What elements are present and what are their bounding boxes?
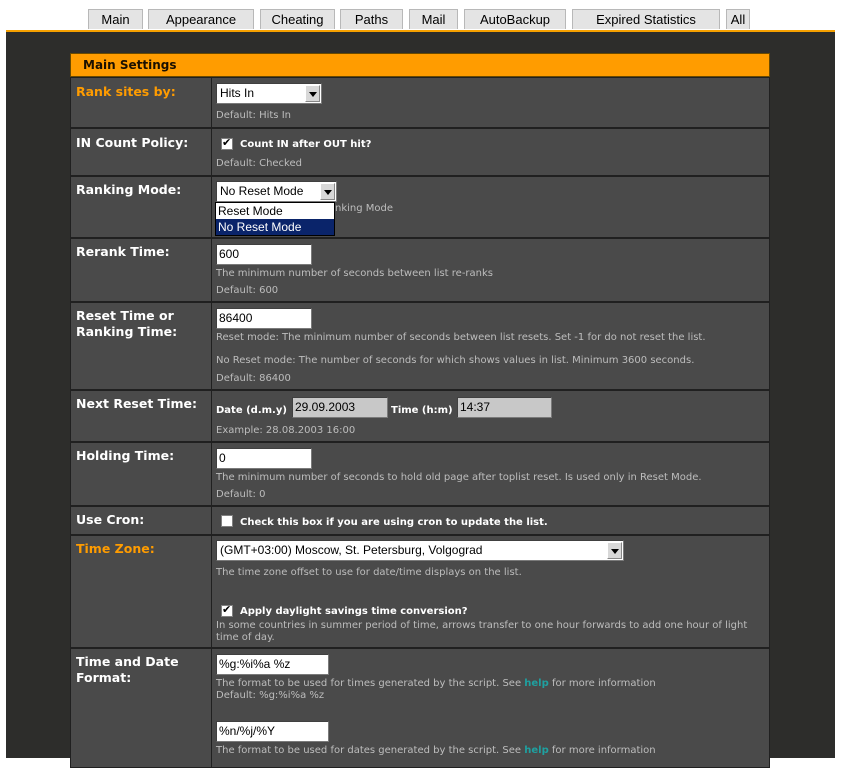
tab-main[interactable]: Main: [88, 9, 143, 29]
next-reset-example: Example: 28.08.2003 16:00: [216, 425, 356, 436]
date-format-hint-text: The format to be used for dates generated by the script. See: [216, 745, 525, 756]
reset-time-label-line1: Reset Time or: [76, 308, 174, 323]
rank-sites-label: Rank sites by:: [71, 78, 212, 127]
rerank-time-label: Rerank Time:: [71, 239, 212, 301]
row-use-cron: [70, 506, 770, 535]
ranking-mode-select[interactable]: [216, 181, 337, 202]
holding-time-input[interactable]: 0: [216, 448, 312, 469]
use-cron-checkbox[interactable]: [221, 515, 233, 527]
holding-time-label: Holding Time:: [71, 443, 212, 505]
reset-time-hint-reset: Reset mode: The minimum number of seconds between list resets. Set -1 for do not reset the list.: [216, 332, 706, 343]
tab-appearance[interactable]: Appearance: [148, 9, 254, 29]
section-title: Main Settings: [70, 53, 770, 77]
use-cron-checkbox-label: Check this box if you are using cron to update the list.: [240, 517, 548, 528]
dst-checkbox[interactable]: [221, 605, 233, 617]
row-in-count: [70, 128, 770, 176]
next-reset-time-input[interactable]: 14:37: [457, 397, 552, 418]
row-ranking-mode: [70, 176, 770, 238]
row-datetime-format: [70, 648, 770, 768]
row-rank-sites: [70, 77, 770, 128]
time-format-default: Default: %g:%i%a %z: [216, 690, 325, 701]
holding-time-default: Default: 0: [216, 489, 266, 500]
datetime-format-label: [71, 649, 212, 767]
in-count-label: IN Count Policy:: [71, 129, 212, 175]
datetime-format-label-line1: Time and Date: [76, 654, 179, 669]
tab-mail[interactable]: Mail: [409, 9, 458, 29]
date-format-input[interactable]: %n/%j/%Y: [216, 721, 329, 742]
ranking-mode-option-no-reset[interactable]: No Reset Mode: [216, 219, 334, 235]
chevron-down-icon[interactable]: [305, 85, 320, 102]
reset-time-default: Default: 86400: [216, 373, 291, 384]
dst-checkbox-label: Apply daylight savings time conversion?: [240, 606, 468, 617]
rerank-time-hint: The minimum number of seconds between list re-ranks: [216, 268, 494, 279]
holding-time-hint: The minimum number of seconds to hold old page after toplist reset. Is used only in Reset Mode.: [216, 472, 702, 483]
time-format-help-link[interactable]: help: [524, 678, 549, 689]
tab-cheating[interactable]: Cheating: [260, 9, 335, 29]
ranking-mode-hint: nking Mode: [335, 203, 394, 214]
use-cron-label: Use Cron:: [71, 507, 212, 534]
time-format-hint-post: for more information: [548, 678, 656, 689]
next-reset-label: Next Reset Time:: [71, 391, 212, 441]
row-time-zone: [70, 535, 770, 648]
in-count-default: Default: Checked: [216, 158, 302, 169]
ranking-mode-option-reset[interactable]: Reset Mode: [218, 204, 283, 218]
dst-hint: In some countries in summer period of time, arrows transfer to one hour forwards to add one hour of light time of day.: [216, 620, 748, 643]
rerank-time-default: Default: 600: [216, 285, 279, 296]
ranking-mode-value: No Reset Mode: [220, 184, 304, 198]
ranking-mode-label: Ranking Mode:: [71, 177, 212, 237]
row-rerank-time: [70, 238, 770, 302]
time-zone-value: (GMT+03:00) Moscow, St. Petersburg, Volgograd: [220, 543, 483, 557]
date-format-hint-post: for more information: [548, 745, 656, 756]
tab-all[interactable]: All: [726, 9, 750, 29]
chevron-down-icon[interactable]: [320, 183, 335, 200]
ranking-mode-dropdown-list: [215, 202, 335, 236]
next-reset-date-label: Date (d.m.y): [216, 405, 287, 416]
time-format-hint: [216, 678, 656, 690]
row-holding-time: [70, 442, 770, 506]
row-reset-time: [70, 302, 770, 390]
rank-sites-default: Default: Hits In: [216, 110, 291, 121]
reset-time-hint-noreset: No Reset mode: The number of seconds for which shows values in list. Minimum 3600 seconds.: [216, 355, 695, 366]
tab-bar: [0, 0, 843, 30]
time-format-hint-text: The format to be used for times generated by the script. See: [216, 678, 525, 689]
reset-time-input[interactable]: 86400: [216, 308, 312, 329]
time-zone-select[interactable]: [216, 540, 624, 561]
reset-time-label-line2: Ranking Time:: [76, 324, 178, 339]
time-zone-hint: The time zone offset to use for date/time displays on the list.: [216, 567, 522, 578]
next-reset-date-input[interactable]: 29.09.2003: [292, 397, 388, 418]
time-zone-label: Time Zone:: [71, 536, 212, 647]
next-reset-time-label: Time (h:m): [391, 405, 453, 416]
tab-paths[interactable]: Paths: [340, 9, 403, 29]
rank-sites-select[interactable]: [216, 83, 322, 104]
chevron-down-icon[interactable]: [607, 542, 622, 559]
time-format-input[interactable]: %g:%i%a %z: [216, 654, 329, 675]
datetime-format-label-line2: Format:: [76, 670, 132, 685]
tab-autobackup[interactable]: AutoBackup: [464, 9, 566, 29]
in-count-checkbox-label: Count IN after OUT hit?: [240, 139, 372, 150]
rerank-time-input[interactable]: 600: [216, 244, 312, 265]
reset-time-label: [71, 303, 212, 389]
date-format-help-link[interactable]: help: [524, 745, 549, 756]
date-format-hint: [216, 745, 656, 757]
tab-expired-statistics[interactable]: Expired Statistics: [572, 9, 720, 29]
rank-sites-value: Hits In: [220, 86, 255, 100]
row-next-reset: [70, 390, 770, 442]
in-count-checkbox[interactable]: [221, 138, 233, 150]
